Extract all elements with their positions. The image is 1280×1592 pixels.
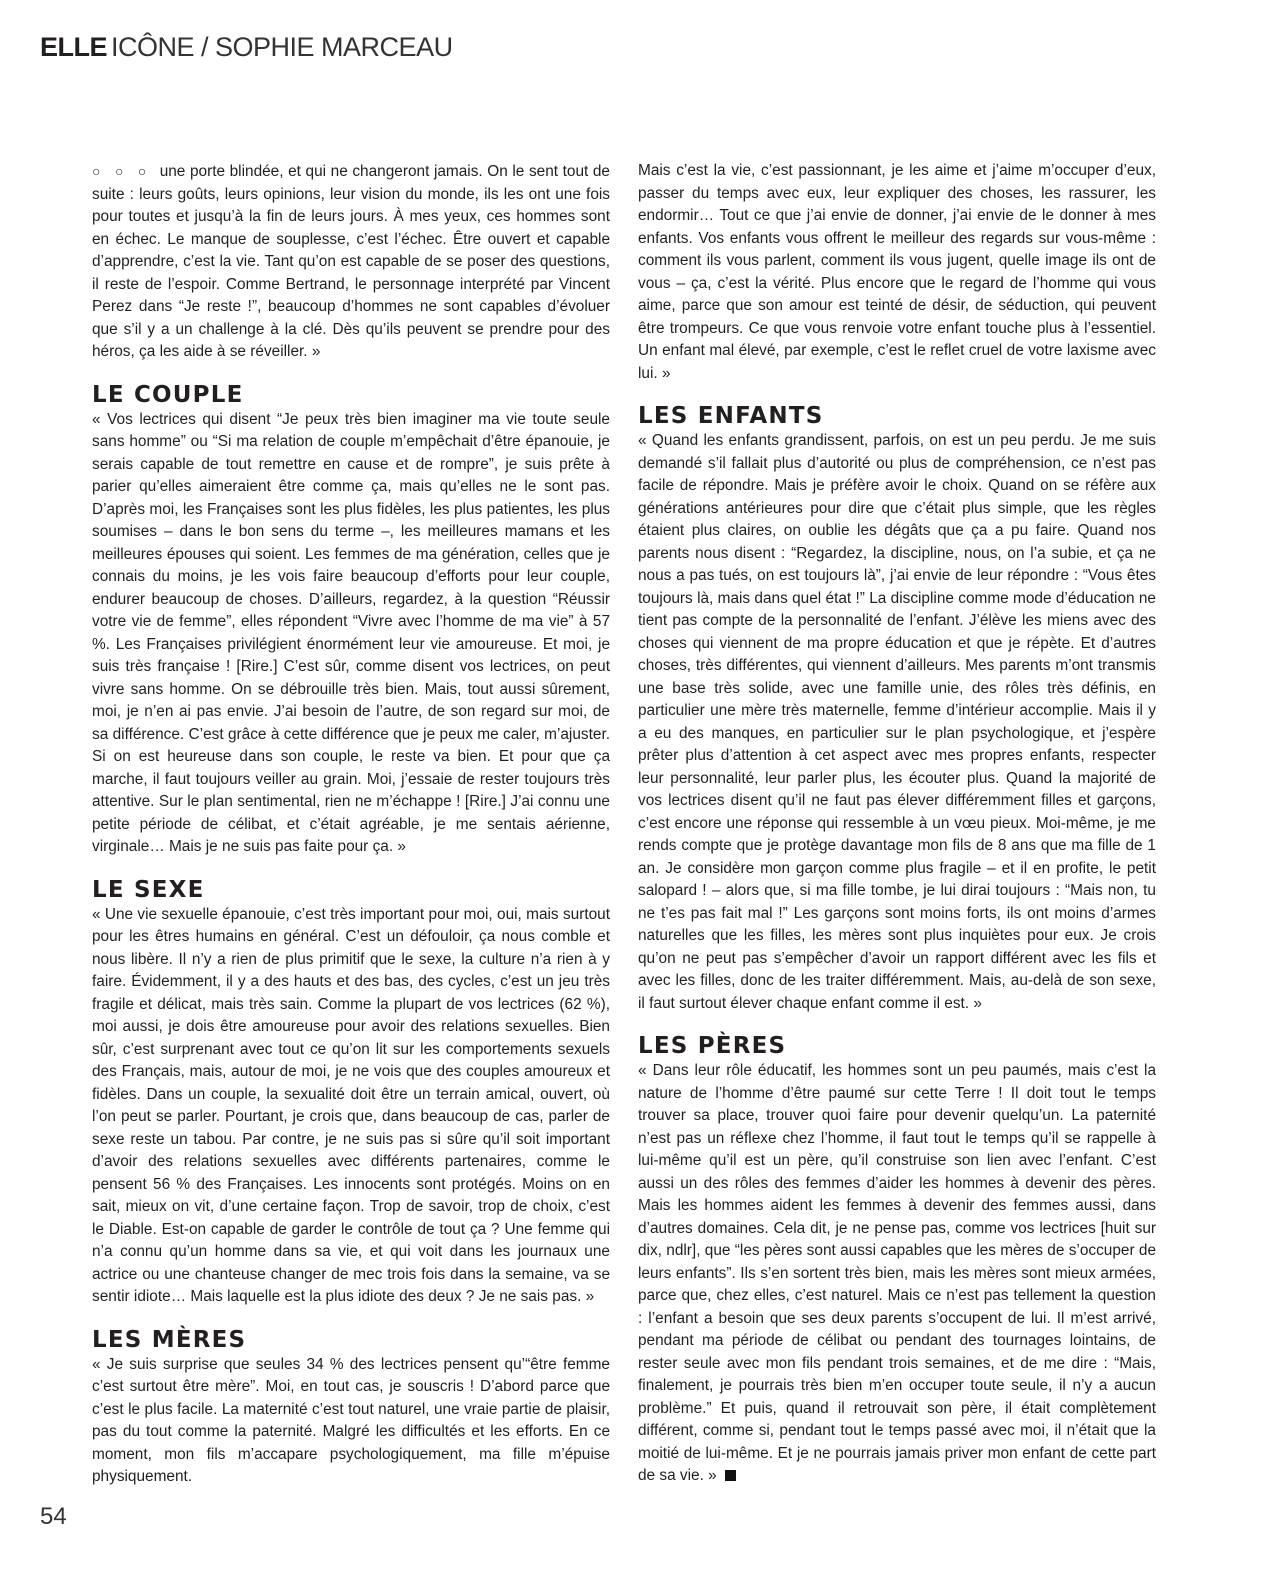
section-paragraph-peres: [638, 1060, 1156, 1488]
end-of-article-mark: [725, 1470, 736, 1481]
continuation-marks: ○ ○ ○: [92, 163, 152, 179]
section-heading-sexe: LE SEXE: [92, 876, 205, 903]
right-intro-paragraph: Mais c’est la vie, c’est passionnant, je les aime et j’aime m’occuper d’eux, passer du temps avec eux, leur expliquer des choses, les rassurer, les endormir… Tout ce que j’ai envie de donner, j’ai envie de le donner à mes enfants. Vos enfants vous offrent le meilleur des regards sur vous-même : comment ils vous parlent, comment ils vous jugent, quelle image ils ont de vous – ça, c’est la vérité. Plus encore que le regard de l’homme qui vous aime, parce que son amour est teinté de désir, de séduction, qui peuvent être trompeurs. Ce que vous renvoie votre enfant touche plus à l’essentiel. Un enfant mal élevé, par exemple, c’est le reflet cruel de votre laxisme avec lui. »: [638, 162, 1156, 382]
section-text-sexe: « Une vie sexuelle épanouie, c’est très important pour moi, oui, mais surtout pour les êtres humains en général. C’est un défouloir, ça nous comble et nous libère. Il n’y a rien de plus primitif que le sexe, la culture n’a rien à y faire. Évidemment, il y a des hauts et des bas, des cycles, c’est un jeu très fragile et délicat, mais très sain. Comme la plupart de vos lectrices (62 %), moi aussi, je dois être amoureuse pour avoir des relations sexuelles. Bien sûr, c’est surprenant avec tout ce qu’on lit sur les comportements sexuels des Français, mais, autour de moi, je ne vois que des couples amoureux et fidèles. Dans un couple, la sexualité doit être un terrain amical, ouvert, où l’on peut se parler. Pourtant, je crois que, dans beaucoup de cas, parler de sexe reste un tabou. Par contre, je ne suis pas si sûre qu’il soit important d’avoir des relations sexuelles avec différents partenaires, comme le pensent 56 % des Françaises. Les innocents sont protégés. Moins on en sait, mieux on vit, d’une certaine façon. Trop de savoir, trop de choix, c’est le Diable. Est-on capable de garder le contrôle de tout ça ? Une femme qui n’a connu qu’un homme dans sa vie, et qui voit dans les journaux une actrice ou une chanteuse changer de mec trois fois dans la semaine, va se sentir idiote… Mais laquelle est la plus idiote des deux ? Je ne sais pas. »: [92, 905, 610, 1305]
section-heading-enfants: LES ENFANTS: [638, 403, 824, 429]
intro-text: une porte blindée, et qui ne changeront jamais. On le sent tout de suite : leurs goûts, leurs opinions, leur vision du monde, ils les ont une fois pour toutes et jusqu’à la fin de leurs jours. À mes yeux, ces hommes sont en échec. Le manque de souplesse, c’est l’échec. Être ouvert et capable d’apprendre, c’est la vie. Tant qu’on est capable de se poser des questions, il reste de l’espoir. Comme Bertrand, le personnage interprété par Vincent Perez dans “Je reste !”, beaucoup d’hommes ne sont capables d’évoluer que s’il y a un challenge à la clé. Dès qu’ils peuvent se prendre pour des héros, ça les aide à se réveiller. »: [92, 163, 610, 360]
running-head: [40, 30, 453, 64]
page-number: 54: [40, 1503, 67, 1530]
section-heading-meres: LES MÈRES: [92, 1326, 247, 1353]
section-text-meres: « Je suis surprise que seules 34 % des lectrices pensent qu’“être femme c’est surtout être mère”. Moi, en tout cas, je souscris ! D’abord parce que c’est le plus facile. La maternité c’est tout naturel, une vraie partie de plaisir, pas du tout comme la paternité. Malgré les difficultés et les efforts. En ce moment, mon fils m’accapare psychologiquement, ma fille m’épuise physiquement.: [92, 1355, 610, 1485]
section-heading-couple: LE COUPLE: [92, 381, 244, 408]
right-column: [638, 160, 1156, 1488]
section-text-enfants: « Quand les enfants grandissent, parfois, on est un peu perdu. Je me suis demandé s’il fallait plus d’autorité ou plus de compréhension, ce n’est pas facile de répondre. Mais je préfère avoir le choix. Quand on se réfère aux générations antérieures pour dire que c’était plus simple, que les règles étaient plus claires, on oublie les dégâts que ça a pu faire. Quand nos parents nous disent : “Regardez, la discipline, nous, on l’a subie, et ça ne nous a pas tués, on est toujours là”, j’ai envie de leur répondre : “Vous êtes toujours là, mais dans quel état !” La discipline comme mode d’éducation ne tient pas compte de la personnalité de l’enfant. J’élève les miens avec des choses qui viennent de ma propre éducation et que je répète. Et d’autres choses, très différentes, qui viennent d’ailleurs. Mes parents m’ont transmis une base très solide, avec une famille unie, des rôles très définis, en particulier une mère très maternelle, femme d’intérieur accomplie. Mais il y a eu des manques, en particulier sur le plan psychologique, et j’espère prêter plus d’attention à cet aspect avec mes propres enfants, respecter leur personnalité, leur parler plus, les écouter plus. Quand la majorité de vos lectrices disent qu’il ne faut pas élever différemment filles et garçons, c’est encore une réponse qui ressemble à un vœu pieux. Moi-même, je me rends compte que je protège davantage mon fils de 8 ans que ma fille de 1 an. Je considère mon garçon comme plus fragile – et il en profite, le petit salopard ! – alors que, si ma fille tombe, je lui dirai toujours : “Mais non, tu ne t’es pas fait mal !” Les garçons sont moins forts, ils ont moins d’armes naturelles que les filles, les mères sont plus inquiètes pour eux. Je crois qu’on ne peut pas s’empêcher d’avoir un rapport différent avec les fils et avec les filles, donc de les traiter différemment. Mais, au-delà de son sexe, il faut surtout élever chaque enfant comme il est. »: [638, 432, 1156, 1012]
section-text-peres: « Dans leur rôle éducatif, les hommes sont un peu paumés, mais c’est la nature de l’homme d’être paumé sur cette Terre ! Il doit tout le temps trouver sa place, trouver quoi faire pour devenir quelqu’un. La paternité n’est pas un réflexe chez l’homme, il faut tout le temps qu’il se rappelle à lui-même qu’il est un père, qu’il construise son lien avec l’enfant. C’est aussi un des rôles des femmes d’aider les hommes à devenir des pères. Mais les hommes aident les femmes à devenir des femmes aussi, dans d’autres domaines. Cela dit, je ne pense pas, comme vos lectrices [huit sur dix, ndlr], que “les pères sont aussi capables que les mères de s’occuper de leurs enfants”. Ils s’en sortent très bien, mais les mères sont mieux armées, parce que, chez elles, c’est naturel. Mais ce n’est pas tellement la question : l’enfant a besoin que ses deux parents s’occupent de lui. Il m’est arrivé, pendant ma période de célibat ou pendant des tournages lointains, de rester seule avec mon fils pendant trois semaines, et de me dire : “Mais, finalement, je pourrais très bien m’en occuper toute seule, il n’y a aucun problème.” Et puis, quand il retrouvait son père, il était complètement différent, comme si, pendant tout le temps passé avec moi, il n’était que la moitié de lui-même. Et je ne pourrais jamais priver mon enfant de cette part de sa vie. »: [638, 1062, 1156, 1484]
section-heading-peres: LES PÈRES: [638, 1033, 787, 1059]
section-text-couple: « Vos lectrices qui disent “Je peux très bien imaginer ma vie toute seule sans homme” ou “Si ma relation de couple m’empêchait d’être épanouie, je serais capable de tout remettre en cause et de rompre”, je suis prête à parier qu’elles aimeraient être comme ça, mais qu’elles ne le sont pas. D’après moi, les Françaises sont les plus fidèles, les plus patientes, les plus soumises – dans le bon sens du terme –, les meilleures mamans et les meilleures épouses qui soient. Les femmes de ma génération, celles que je connais du moins, je les vois faire beaucoup d’efforts pour leur couple, endurer beaucoup de choses. D’ailleurs, regardez, à la question “Réussir votre vie de femme”, elles répondent “Vivre avec l’homme de ma vie” à 57 %. Les Françaises privilégient énormément leur vie amoureuse. Et moi, je suis très française ! [Rire.] C’est sûr, comme disent vos lectrices, on peut vivre sans homme. On se débrouille très bien. Mais, tout aussi sûrement, moi, je n’en ai pas envie. J’ai besoin de l’autre, de son regard sur moi, de sa différence. C’est grâce à cette différence que je peux me caler, m’ajuster. Si on est heureuse dans son couple, le reste va bien. Et pour que ça marche, il faut toujours veiller au grain. Moi, j’essaie de rester toujours très attentive. Sur le plan sentimental, rien ne m’échappe ! [Rire.] J’ai connu une petite période de célibat, et c’était agréable, je me sentais aérienne, virginale… Mais je ne suis pas faite pour ça. »: [92, 410, 610, 855]
intro-paragraph: [92, 160, 610, 364]
section-label: ICÔNE / SOPHIE MARCEAU: [111, 32, 453, 62]
left-column: [92, 160, 610, 1489]
magazine-brand: ELLE: [40, 32, 108, 62]
